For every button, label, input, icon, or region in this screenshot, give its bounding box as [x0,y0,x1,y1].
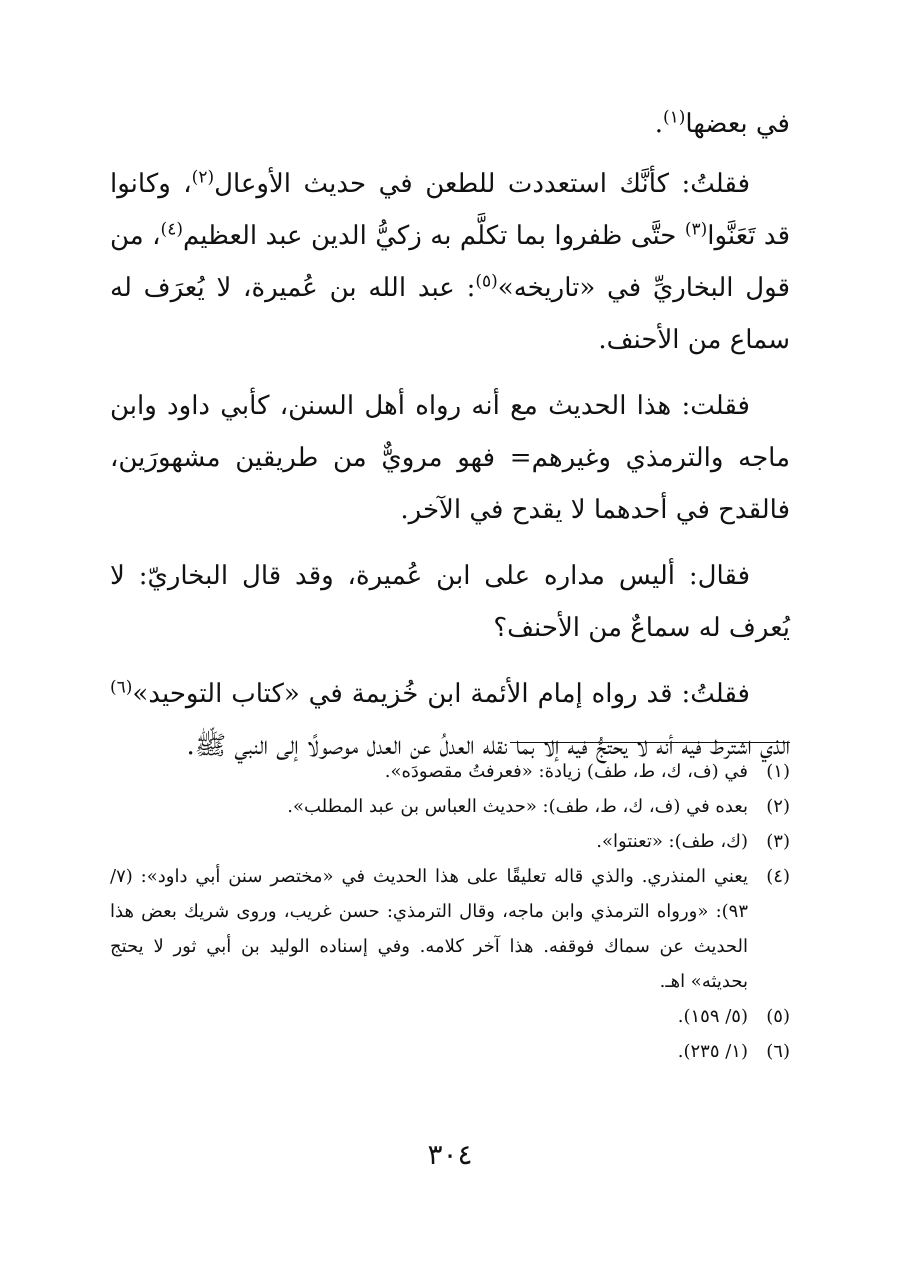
footnote-text: (ك، طف): «تعنتوا». [596,831,748,852]
page-number: ٣٠٤ [427,1138,473,1171]
paragraph-5-text-b: الذي اشترط فيه أنه لا يحتجُّ فيه إلا بما نقله العدلُ عن العدل موصولًا إلى النبي ﷺ. [186,731,790,761]
paragraph-2-text-c: حتَّى ظفروا بما تكلَّم به زكيُّ الدين عبد العظيم [182,221,685,251]
footnote-ref-3[interactable]: (٣) [684,219,708,240]
footnote-ref-1[interactable]: (١) [662,107,686,128]
paragraph-2-text-a: فقلتُ: كأنَّك استعددت للطعن في حديث الأوعال [214,169,751,199]
footnote-text: بعده في (ف، ك، ط، طف): «حديث العباس بن عبد المطلب». [287,796,748,817]
footnote-3 [110,824,790,859]
paragraph-2-text-b: ، وكانوا قد تَعَنَّوا [110,169,791,251]
paragraph-4: فقال: أليس مداره على ابن عُميرة، وقد قال البخاريّ: لا يُعرف له سماعٌ من الأحنف؟ [110,561,790,643]
footnote-text: (١/ ٢٣٥). [677,1041,748,1062]
footnote-ref-2[interactable]: (٢) [191,167,215,188]
main-text [110,98,790,786]
footnote-ref-4[interactable]: (٤) [160,219,183,240]
footnote-ref-5[interactable]: (٥) [475,271,498,292]
paragraph-1-tail: . [654,109,663,139]
footnote-ref-6[interactable]: (٦) [110,677,133,698]
footnote-number: (٣) [766,831,790,852]
footnote-number: (٢) [766,796,790,817]
paragraph-1 [110,98,790,150]
paragraph-5-text-a: فقلتُ: قد رواه إمام الأئمة ابن خُزيمة في «كتاب التوحيد» [132,679,750,709]
footnote-text: في (ف، ك، ط، طف) زيادة: «فعرفتُ مقصودَه». [384,761,748,782]
paragraph-1-text: في بعضها [685,109,790,139]
footnote-5 [110,999,790,1034]
footnote-text: يعني المنذري. والذي قاله تعليقًا على هذا الحديث في «مختصر سنن أبي داود»: (٧/ ٩٣): «ورواه الترمذي وابن ماجه، وقال الترمذي: حسن غريب، وروى شريك بعض هذا الحديث عن سماك فوقفه. هذا آخر كلامه. وفي إسناده الوليد بن أبي ثور لا يحتج بحديثه» اهـ. [110,866,748,992]
footnote-divider [510,742,790,743]
paragraph-2-text-d: ، من قول البخاريِّ في «تاريخه» [110,221,791,303]
footnote-number: (٤) [766,866,790,887]
footnote-number: (٥) [766,1006,790,1027]
footnote-number: (٦) [766,1041,790,1062]
footnote-1 [110,754,790,789]
paragraph-2 [110,158,790,366]
footnotes [110,754,790,1069]
footnote-4 [110,859,790,999]
paragraph-2-text-e: : عبد الله بن عُميرة، لا يُعرَف له سماع من الأحنف. [110,273,790,355]
paragraph-3: فقلت: هذا الحديث مع أنه رواه أهل السنن، كأبي داود وابن ماجه والترمذي وغيرهم= فهو مرويٌّ من طريقين مشهورَين، فالقدح في أحدهما لا يقدح في الآخر. [110,391,790,525]
footnote-text: (٥/ ١٥٩). [677,1006,748,1027]
footnote-6 [110,1034,790,1069]
footnote-number: (١) [766,761,790,782]
footnote-2 [110,789,790,824]
